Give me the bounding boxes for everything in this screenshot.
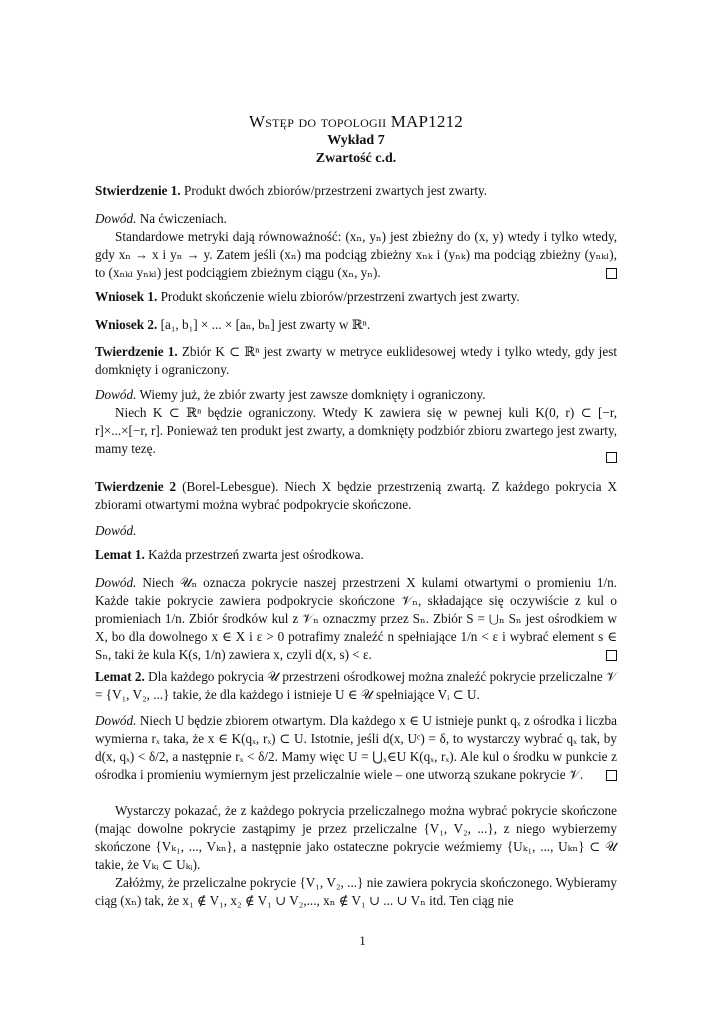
corollary-2 bbox=[95, 316, 617, 334]
theorem-label: Twierdzenie 2 bbox=[95, 479, 177, 494]
page-number: 1 bbox=[359, 933, 366, 948]
proof-label: Dowód. bbox=[95, 523, 137, 538]
title-text: Wstęp do topologii bbox=[249, 112, 387, 131]
proof-text: Niech 𝒰ₙ oznacza pokrycie naszej przestrzeni X kulami otwartymi o promieniu 1/n. Każde takie pokrycie zawiera podpokrycie skończone 𝒱ₙ, składające się oczywiście z kul o promieniach 1/n. Zbiór środków kul z 𝒱ₙ oznaczmy przez Sₙ. Zbiór S = ⋃ₙ Sₙ jest ośrodkiem w X, bo dla dowolnego x ∈ X i ε > 0 potrafimy znaleźć n spełniające 1/n < ε i wybrać element s ∈ Sₙ, taki że kula K(s, 1/n) zawiera x, czyli d(x, s) < ε. bbox=[95, 575, 617, 662]
theorem-2 bbox=[95, 478, 617, 514]
proof-text: Niech U będzie zbiorem otwartym. Dla każdego x ∈ U istnieje punkt qₓ z ośrodka i liczba wymierna rₓ taka, że x ∈ K(qₓ, rₓ) ⊂ U. Istotnie, jeśli d(x, Uᶜ) = δ, to wystarczy wybrać qₓ tak, by d(x, qₓ) < δ/2, a następnie rₓ < δ/2. Mamy więc U = ⋃ₓ∈U K(qₓ, rₓ). Ale kul o środku w punkcie z ośrodka i promieniu wymiernym jest przeliczalnie wiele – one utworzą szukane pokrycie 𝒱. bbox=[95, 713, 618, 782]
qed-box-icon bbox=[606, 452, 617, 463]
theorem-label: Twierdzenie 1. bbox=[95, 344, 178, 359]
corollary-label: Wniosek 1. bbox=[95, 289, 158, 304]
proof-label: Dowód. bbox=[95, 713, 137, 728]
paragraph: Załóżmy, że przeliczalne pokrycie {V₁, V₂, ...} nie zawiera pokrycia skończonego. Wybieramy ciąg (xₙ) tak, że x₁ ∉ V₁, x₂ ∉ V₁ ∪ V₂,..., xₙ ∉ V₁ ∪ ... ∪ Vₙ itd. Ten ciąg nie bbox=[95, 875, 617, 908]
lecture-topic: Zwartość c.d. bbox=[315, 151, 397, 166]
proof-2 bbox=[95, 386, 617, 478]
theorem-attribution: (Borel-Lebesgue). bbox=[182, 479, 279, 494]
page-title bbox=[95, 112, 617, 132]
corollary-label: Wniosek 2. bbox=[95, 317, 158, 332]
proposition-1 bbox=[95, 182, 617, 200]
proof-lemma-1 bbox=[95, 574, 617, 664]
corollary-text: Produkt skończenie wielu zbiorów/przestrzeni zwartych jest zwarty. bbox=[160, 289, 520, 304]
theorem-text: Niech X będzie przestrzenią zwartą. Z każdego pokrycia X zbiorami otwartymi można wybrać podpokrycie skończone. bbox=[95, 479, 617, 512]
lemma-label: Lemat 1. bbox=[95, 547, 145, 562]
corollary-1 bbox=[95, 288, 617, 306]
proof-text: Niech K ⊂ ℝⁿ będzie ograniczony. Wtedy K zawiera się w pewnej kuli K(0, r) ⊂ [−r, r]×...×[−r, r]. Ponieważ ten produkt jest zwarty, a domknięty podzbiór zbioru zwartego jest zwarty, mamy tezę. bbox=[95, 405, 617, 456]
proof-1 bbox=[95, 210, 617, 282]
lemma-text: Dla każdego pokrycia 𝒰 przestrzeni ośrodkowej można znaleźć pokrycie przeliczalne 𝒱 = {V₁, V₂, ...} takie, że dla każdego i istnieje U ∈ 𝒰 spełniające Vᵢ ⊂ U. bbox=[95, 669, 617, 702]
proof-3-heading bbox=[95, 522, 617, 540]
course-code: MAP1212 bbox=[390, 112, 463, 131]
document-page bbox=[95, 112, 618, 908]
proof-label: Dowód. bbox=[95, 211, 137, 226]
lemma-label: Lemat 2. bbox=[95, 669, 145, 684]
lemma-2 bbox=[95, 668, 617, 704]
proof-lemma-2 bbox=[95, 712, 617, 784]
proposition-text: Produkt dwóch zbiorów/przestrzeni zwartych jest zwarty. bbox=[184, 183, 488, 198]
proposition-label: Stwierdzenie 1. bbox=[95, 183, 181, 198]
qed-box-icon bbox=[606, 770, 617, 781]
lecture-number: Wykład 7 bbox=[327, 133, 385, 148]
corollary-text: [a₁, b₁] × ... × [aₙ, bₙ] jest zwarty w ℝⁿ. bbox=[160, 317, 371, 332]
lemma-1 bbox=[95, 546, 617, 564]
lemma-text: Każda przestrzeń zwarta jest ośrodkowa. bbox=[148, 547, 364, 562]
theorem-text: Zbiór K ⊂ ℝⁿ jest zwarty w metryce euklidesowej wtedy i tylko wtedy, gdy jest domknięty i ograniczony. bbox=[95, 344, 617, 377]
proof-label: Dowód. bbox=[95, 575, 137, 590]
qed-box-icon bbox=[606, 268, 617, 279]
proof-text: Standardowe metryki dają równoważność: (xₙ, yₙ) jest zbieżny do (x, y) wtedy i tylko wtedy, gdy xₙ → x i yₙ → y. Zatem jeśli (xₙ) ma podciąg zbieżny xₙₖ i (yₙₖ) ma podciąg zbieżny (yₙₖₗ), to (xₙₖₗ yₙₖₗ) jest podciągiem zbieżnym ciągu (xₙ, yₙ). bbox=[95, 229, 617, 280]
paragraph: Wystarczy pokazać, że z każdego pokrycia przeliczalnego można wybrać pokrycie skończone (mając dowolne pokrycie zastąpimy je przez przeliczalne {V₁, V₂, ...}, z niego wybierzemy skończone {Vₖ₁, ..., Vₖₙ}, a następnie jako ostateczne pokrycie weźmiemy {Uₖ₁, ..., Uₖₙ} ⊂ 𝒰 takie, że Vₖᵢ ⊂ Uₖᵢ). bbox=[95, 803, 617, 872]
qed-box-icon bbox=[606, 650, 617, 661]
proof-text: Wiemy już, że zbiór zwarty jest zawsze domknięty i ograniczony. bbox=[139, 387, 486, 402]
theorem-1 bbox=[95, 343, 617, 379]
proof-text: Na ćwiczeniach. bbox=[139, 211, 227, 226]
proof-label: Dowód. bbox=[95, 387, 137, 402]
